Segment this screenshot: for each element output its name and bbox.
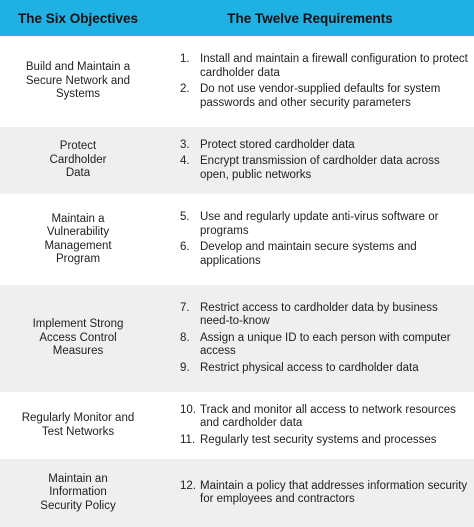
requirement-number: 8. [180,331,190,344]
requirement-number: 1. [180,53,190,65]
requirement-number: 11. [180,433,196,446]
table-row [0,459,474,527]
requirements-cell [156,477,474,510]
requirements-cell [156,208,474,271]
requirement-text: Protect stored cardholder data [200,138,355,151]
requirements-cell [156,50,474,113]
requirement-number: 5. [180,211,190,223]
objective-cell: Build and Maintain a Secure Network and Systems [25,61,131,101]
header-requirements: The Twelve Requirements [227,10,393,26]
requirement-text: Regularly test security systems and processes [200,433,437,446]
objective-cell: Maintain a Vulnerability Management Program [44,212,112,265]
requirement-item [180,480,468,507]
objective-cell: Maintain an Information Security Policy [40,472,116,512]
requirement-text: Develop and maintain secure systems and applications [200,241,417,267]
requirement-text: Restrict access to cardholder data by business need-to-know [200,301,438,328]
requirement-item [180,241,468,268]
requirement-item [180,362,468,376]
table-header [0,0,474,36]
requirement-item [180,302,468,329]
requirement-text: Maintain a policy that addresses information security for employees and contractors [200,479,468,505]
requirement-number: 6. [180,241,190,253]
requirement-item [180,83,468,110]
requirement-number: 3. [180,138,190,151]
requirement-number: 2. [180,83,190,95]
objective-cell: Regularly Monitor and Test Networks [21,412,135,438]
requirement-item [180,53,468,80]
table-row [0,285,474,392]
requirement-text: Track and monitor all access to network resources and cardholder data [200,403,456,430]
objective-cell: Protect Cardholder Data [49,140,107,180]
requirement-item [180,139,468,153]
table-row [0,194,474,285]
table-row [0,127,474,194]
requirement-item [180,404,468,431]
requirement-number: 10. [180,403,196,416]
requirement-text: Assign a unique ID to each person with computer access [200,331,451,358]
requirement-item [180,211,468,238]
requirement-item [180,332,468,359]
requirement-text: Install and maintain a firewall configuration to protect cardholder data [200,53,468,79]
requirement-text: Use and regularly update anti-virus software or programs [200,211,439,237]
header-objectives: The Six Objectives [17,10,139,26]
requirement-number: 12. [180,479,196,492]
table-row [0,392,474,459]
requirement-number: 7. [180,301,190,314]
requirements-cell [156,136,474,186]
objective-cell: Implement Strong Access Control Measures [32,318,124,358]
table-row [0,36,474,127]
requirements-cell [156,299,474,379]
requirement-text: Encrypt transmission of cardholder data across open, public networks [200,155,440,181]
requirement-item [180,434,468,448]
requirement-number: 4. [180,155,190,168]
requirement-number: 9. [180,361,190,374]
requirement-item [180,155,468,182]
requirement-text: Restrict physical access to cardholder data [200,361,419,374]
requirement-text: Do not use vendor-supplied defaults for system passwords and other security parameters [200,83,441,109]
requirements-cell [156,401,474,451]
